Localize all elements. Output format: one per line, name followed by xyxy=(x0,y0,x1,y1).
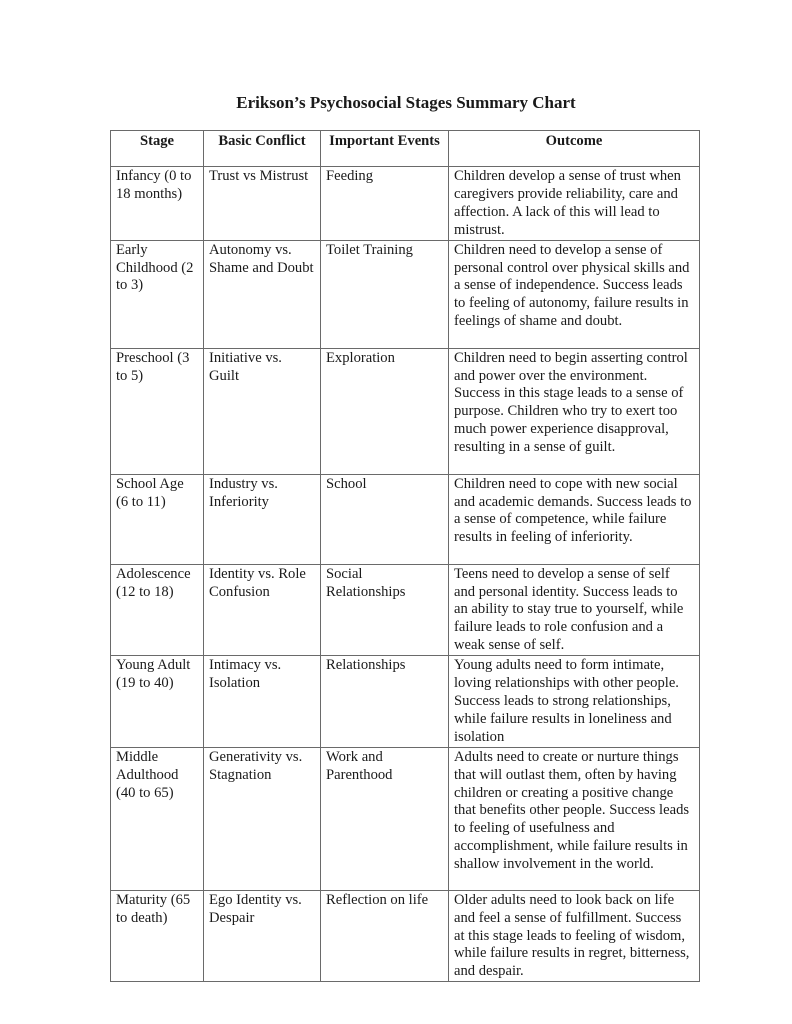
stages-table xyxy=(110,130,700,982)
header-stage: Stage xyxy=(111,131,204,167)
header-basic-conflict: Basic Conflict xyxy=(204,131,321,167)
cell-events: Work and Parenthood xyxy=(321,747,449,890)
cell-stage: Middle Adulthood (40 to 65) xyxy=(111,747,204,890)
cell-stage: School Age (6 to 11) xyxy=(111,474,204,564)
page-title: Erikson’s Psychosocial Stages Summary Chart xyxy=(236,93,576,112)
table-row xyxy=(111,240,700,348)
header-outcome: Outcome xyxy=(449,131,700,167)
header-important-events: Important Events xyxy=(321,131,449,167)
cell-outcome: Children need to begin asserting control and power over the environment. Success in this stage leads to a sense of purpose. Children who try to exert too much power experience disapproval, resulting in a sense of guilt. xyxy=(449,348,700,474)
cell-conflict: Intimacy vs. Isolation xyxy=(204,656,321,748)
cell-events: Toilet Training xyxy=(321,240,449,348)
cell-conflict: Trust vs Mistrust xyxy=(204,167,321,241)
cell-stage: Adolescence (12 to 18) xyxy=(111,564,204,656)
cell-events: Social Relationships xyxy=(321,564,449,656)
cell-stage: Infancy (0 to 18 months) xyxy=(111,167,204,241)
cell-events: Exploration xyxy=(321,348,449,474)
cell-outcome: Adults need to create or nurture things that will outlast them, often by having children or creating a positive change that benefits other people. Success leads to feeling of usefulness and accomplishment, while failure results in shallow involvement in the world. xyxy=(449,747,700,890)
cell-conflict: Generativity vs. Stagnation xyxy=(204,747,321,890)
cell-stage: Early Childhood (2 to 3) xyxy=(111,240,204,348)
cell-events: School xyxy=(321,474,449,564)
table-row xyxy=(111,656,700,748)
cell-conflict: Industry vs. Inferiority xyxy=(204,474,321,564)
cell-stage: Preschool (3 to 5) xyxy=(111,348,204,474)
table-header-row xyxy=(111,131,700,167)
table-row xyxy=(111,167,700,241)
table-row xyxy=(111,890,700,982)
cell-outcome: Teens need to develop a sense of self and personal identity. Success leads to an ability to stay true to yourself, while failure leads to role confusion and a weak sense of self. xyxy=(449,564,700,656)
table-row xyxy=(111,747,700,890)
table-row xyxy=(111,564,700,656)
cell-outcome: Children need to develop a sense of personal control over physical skills and a sense of independence. Success leads to feeling of autonomy, failure results in feelings of shame and doubt. xyxy=(449,240,700,348)
table-row xyxy=(111,348,700,474)
cell-outcome: Children develop a sense of trust when caregivers provide reliability, care and affection. A lack of this will lead to mistrust. xyxy=(449,167,700,241)
cell-conflict: Ego Identity vs. Despair xyxy=(204,890,321,982)
cell-outcome: Older adults need to look back on life and feel a sense of fulfillment. Success at this stage leads to feeling of wisdom, while failure results in regret, bitterness, and despair. xyxy=(449,890,700,982)
cell-conflict: Identity vs. Role Confusion xyxy=(204,564,321,656)
cell-outcome: Young adults need to form intimate, loving relationships with other people. Success leads to strong relationships, while failure results in loneliness and isolation xyxy=(449,656,700,748)
cell-events: Relationships xyxy=(321,656,449,748)
cell-events: Reflection on life xyxy=(321,890,449,982)
cell-conflict: Initiative vs. Guilt xyxy=(204,348,321,474)
cell-conflict: Autonomy vs. Shame and Doubt xyxy=(204,240,321,348)
cell-stage: Maturity (65 to death) xyxy=(111,890,204,982)
table-row xyxy=(111,474,700,564)
cell-stage: Young Adult (19 to 40) xyxy=(111,656,204,748)
cell-outcome: Children need to cope with new social and academic demands. Success leads to a sense of competence, while failure results in feeling of inferiority. xyxy=(449,474,700,564)
cell-events: Feeding xyxy=(321,167,449,241)
